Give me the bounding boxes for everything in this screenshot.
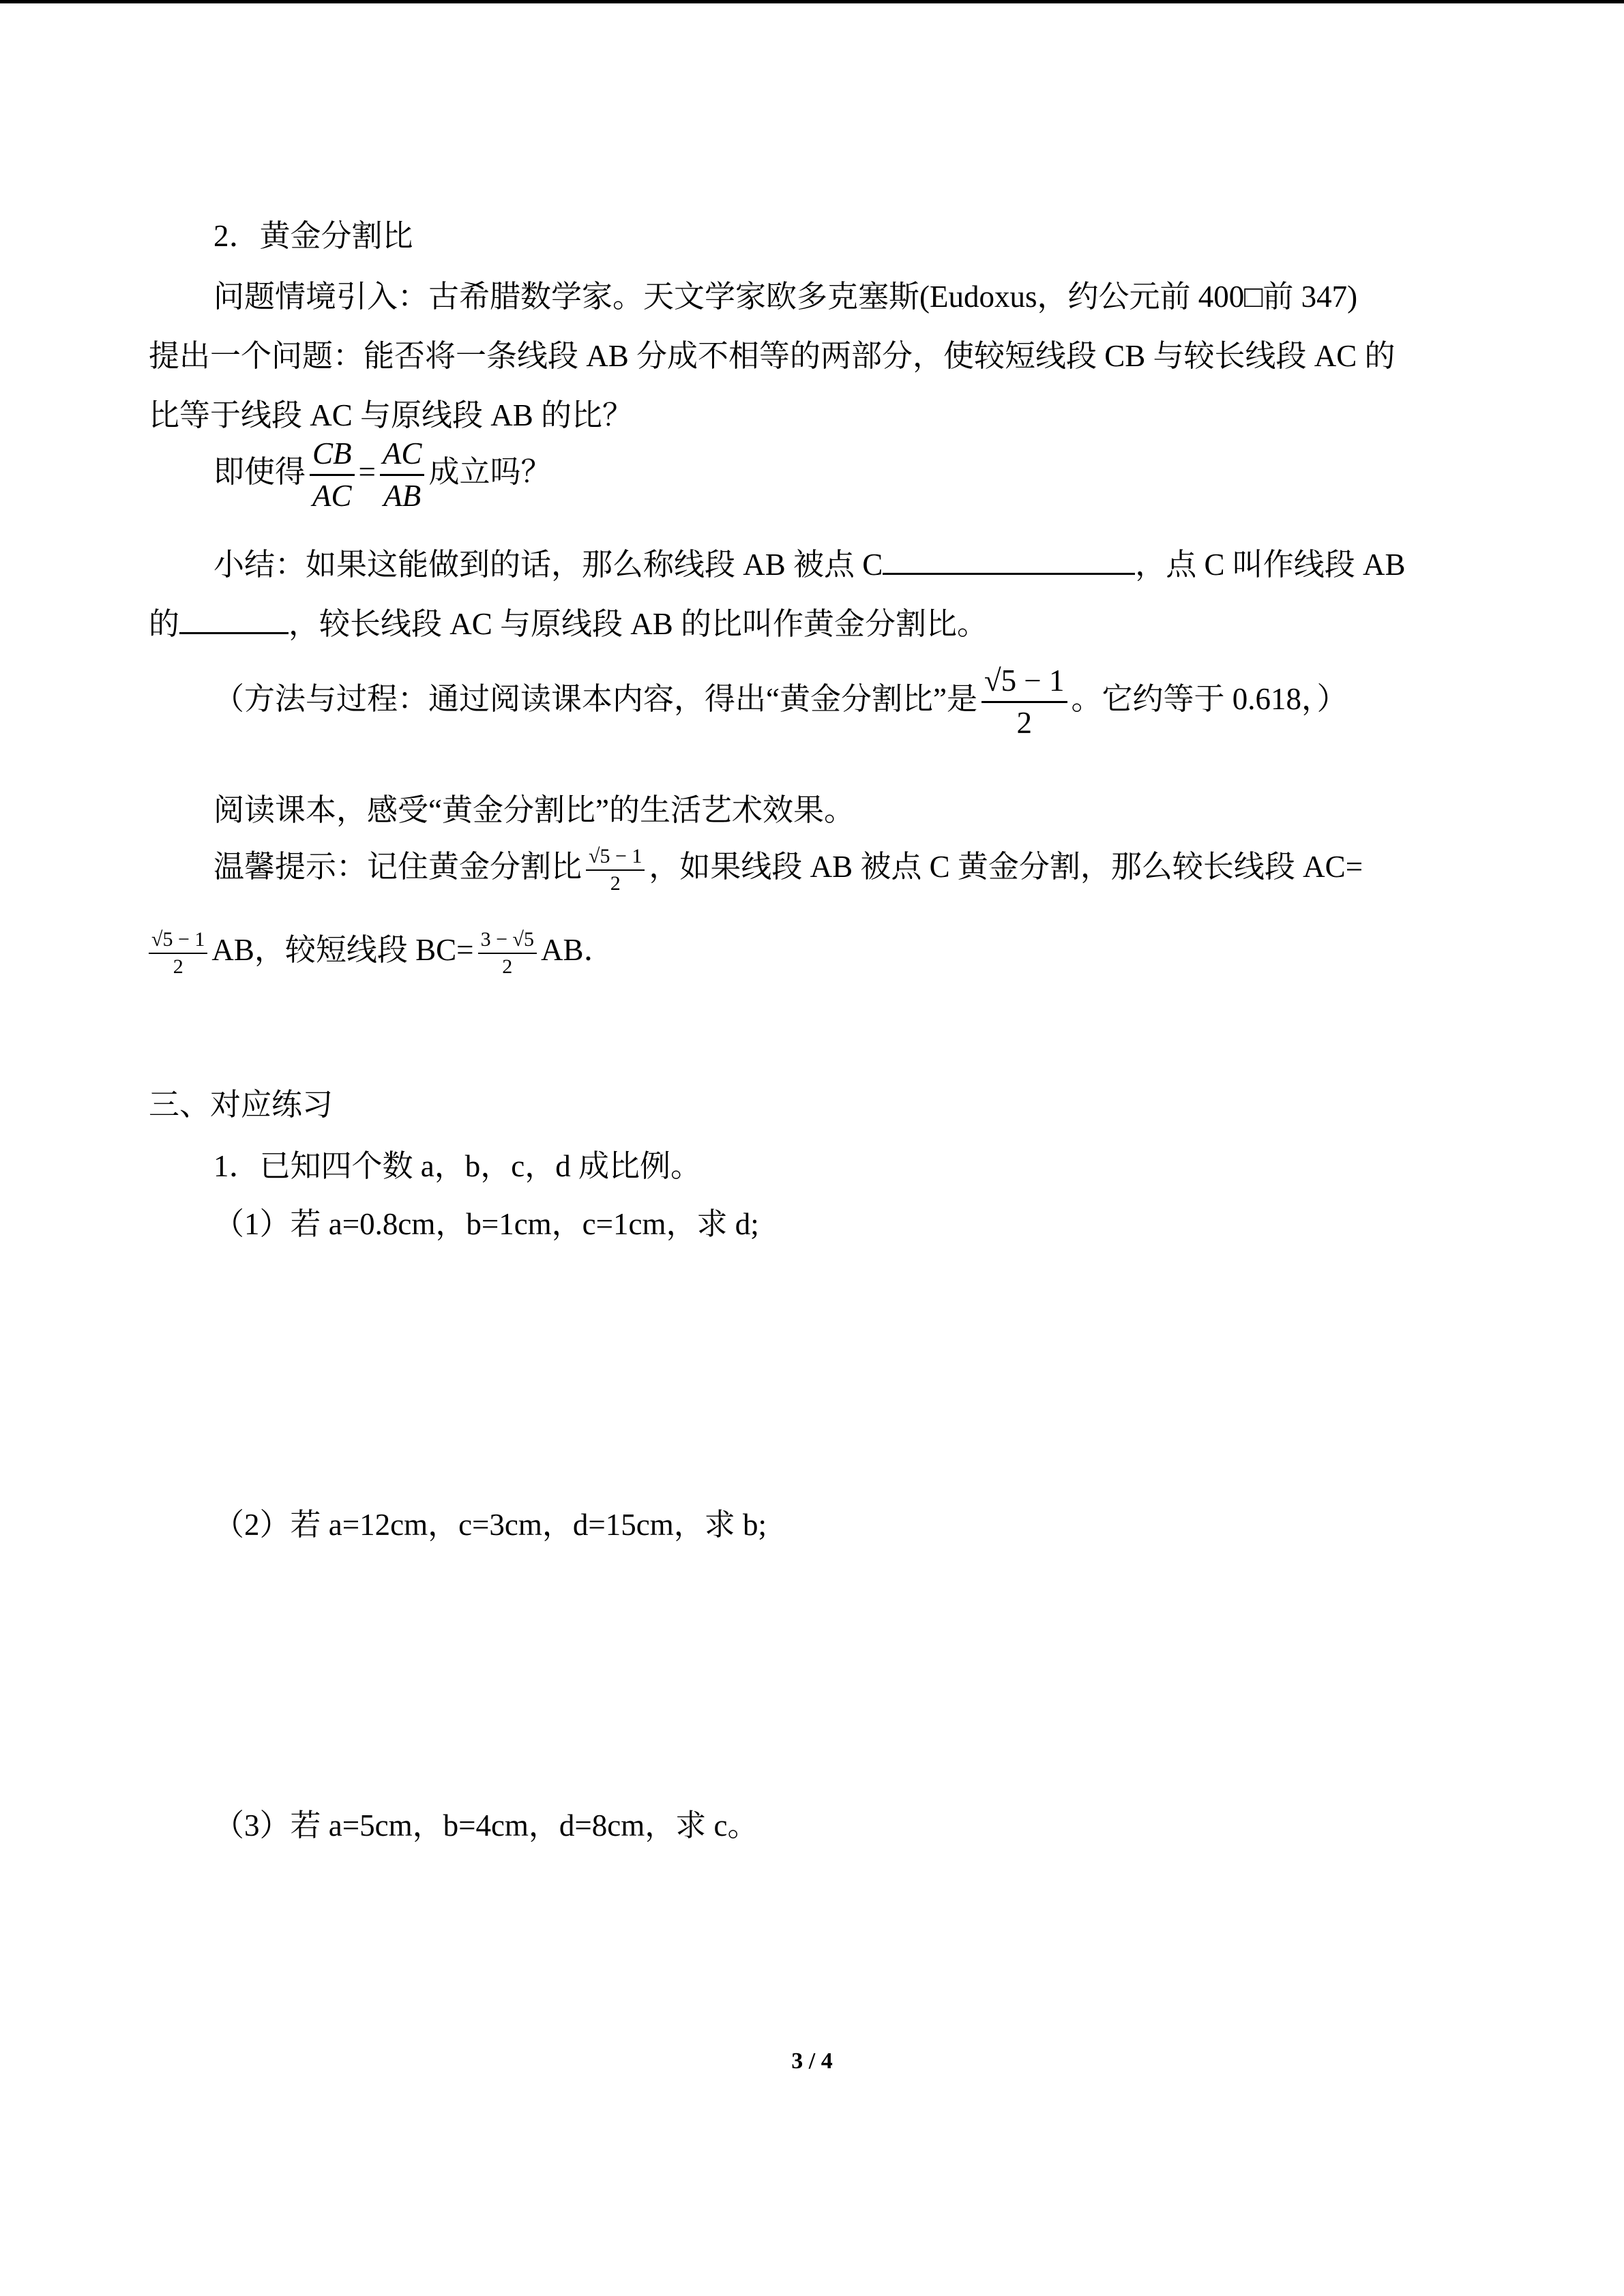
fraction-ac-over-ab — [380, 438, 425, 513]
fraction-bar — [478, 953, 537, 954]
top-border — [0, 0, 1624, 3]
shorter-segment-fraction — [478, 929, 537, 977]
exercise-1-part-3: （3）若 a=5cm，b=4cm，d=8cm，求 c。 — [213, 1808, 758, 1843]
fill-in-blank-1[interactable] — [883, 543, 1135, 575]
fraction-denominator: 2 — [502, 955, 513, 978]
summary-text-a: 小结：如果这能做到的话，那么称线段 AB 被点 C — [213, 548, 883, 582]
exercise-1-part-1: （1）若 a=0.8cm，b=1cm，c=1cm，求 d; — [213, 1207, 759, 1241]
question-suffix: 成立吗？ — [428, 455, 552, 490]
fraction-numerator: CB — [312, 436, 352, 471]
fraction-denominator: 2 — [1016, 706, 1032, 741]
fraction-bar — [149, 953, 207, 954]
fraction-numerator: √5 − 1 — [984, 664, 1065, 698]
fraction-bar — [981, 701, 1067, 703]
section-heading-practice: 三、对应练习 — [149, 1088, 334, 1122]
fraction-numerator: AC — [382, 436, 422, 471]
longer-segment-fraction — [149, 929, 207, 977]
summary-text-c: 的 — [149, 607, 180, 641]
intro-paragraph-line-3: 比等于线段 AC 与原线段 AB 的比？ — [149, 398, 634, 432]
tip-line-1 — [213, 846, 1363, 894]
intro-paragraph-line-1: 问题情境引入：古希腊数学家。天文学家欧多克塞斯(Eudoxus，约公元前 400□前 347) — [213, 280, 1358, 314]
tip-prefix: 温馨提示：记住黄金分割比 — [213, 849, 582, 884]
read-textbook-line: 阅读课本，感受“黄金分割比”的生活艺术效果。 — [213, 793, 855, 827]
method-suffix: 。它约等于 0.618，） — [1071, 682, 1348, 717]
fraction-denominator: AB — [383, 479, 422, 513]
fraction-denominator: AC — [312, 479, 352, 513]
method-prefix: （方法与过程：通过阅读课本内容，得出“黄金分割比”是 — [213, 682, 977, 717]
fraction-numerator: √5 − 1 — [151, 928, 205, 951]
tip-middle: ，如果线段 AB 被点 C 黄金分割，那么较长线段 AC= — [649, 849, 1363, 884]
fraction-bar — [380, 474, 425, 476]
section-heading-golden-ratio: 2．黄金分割比 — [213, 219, 413, 253]
golden-ratio-fraction — [981, 665, 1067, 740]
fraction-numerator: 3 − √5 — [480, 928, 534, 951]
equals-sign: = — [358, 455, 376, 490]
fraction-numerator: √5 − 1 — [589, 845, 643, 867]
intro-paragraph-line-2: 提出一个问题：能否将一条线段 AB 分成不相等的两部分，使较短线段 CB 与较长线段 AC 的 — [149, 339, 1396, 373]
page-number: 3 / 4 — [791, 2048, 833, 2074]
fraction-bar — [310, 474, 355, 476]
summary-text-d: ，较长线段 AC 与原线段 AB 的比叫作黄金分割比。 — [289, 607, 988, 641]
summary-line-2 — [149, 602, 988, 644]
question-line — [213, 438, 551, 513]
golden-ratio-fraction-small — [586, 846, 645, 894]
tip-line-2 — [149, 929, 614, 977]
summary-line-1 — [213, 543, 1406, 585]
fill-in-blank-2[interactable] — [179, 602, 289, 634]
fraction-denominator: 2 — [173, 955, 183, 978]
fraction-bar — [586, 869, 645, 871]
fraction-cb-over-ac — [310, 438, 355, 513]
method-line — [213, 665, 1348, 740]
tip-line-2-text-a: AB，较短线段 BC= — [211, 932, 474, 967]
tip-line-2-text-b: AB． — [540, 932, 615, 967]
exercise-1-part-2: （2）若 a=12cm，c=3cm，d=15cm，求 b; — [213, 1508, 767, 1542]
fraction-denominator: 2 — [610, 871, 621, 895]
summary-text-b: ，点 C 叫作线段 AB — [1135, 548, 1406, 582]
question-prefix: 即使得 — [213, 455, 306, 490]
exercise-1: 1．已知四个数 a，b，c，d 成比例。 — [213, 1149, 701, 1183]
